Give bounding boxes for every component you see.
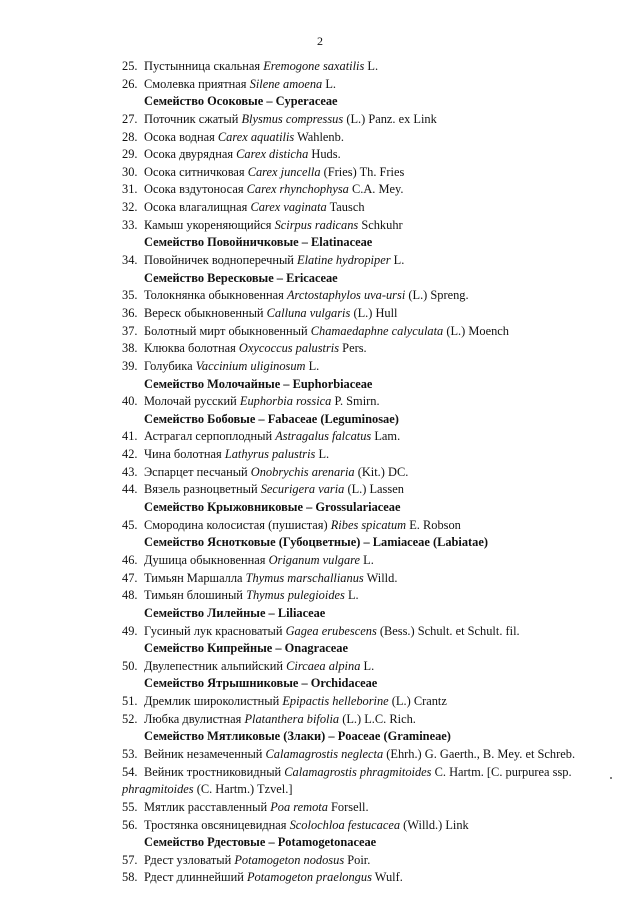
author: (Bess.) Schult. et Schult. fil. <box>379 623 520 638</box>
family-heading <box>122 411 602 429</box>
latin-name: Potamogeton nodosus <box>234 852 345 867</box>
latin-name: Chamaedaphne calyculata <box>310 323 444 338</box>
latin-name: Scolochloa festucacea <box>289 817 401 832</box>
russian-name: Вереск обыкновенный <box>144 305 264 320</box>
latin-name: Origanum vulgare <box>268 552 361 567</box>
entry-text <box>144 869 602 887</box>
entry-number: 32. <box>122 200 138 215</box>
entry-text <box>144 587 602 605</box>
author: Willd. <box>366 570 398 585</box>
russian-name: Смородина колосистая (пушистая) <box>144 517 328 532</box>
russian-name: Рдест длиннейший <box>144 870 244 885</box>
entry-text <box>144 146 602 164</box>
latin-name: Calamagrostis neglecta <box>265 746 384 761</box>
family-heading <box>122 728 602 746</box>
author: Schkuhr <box>361 217 403 232</box>
latin-name: Scirpus radicans <box>274 217 359 232</box>
species-entry <box>122 287 602 305</box>
latin-name: Ribes spicatum <box>330 517 407 532</box>
author: Wahlenb. <box>297 129 344 144</box>
entry-text <box>144 746 602 764</box>
entry-text <box>144 693 602 711</box>
russian-name: Двулепестник альпийский <box>144 658 284 673</box>
entry-number: 52. <box>122 711 138 726</box>
family-heading <box>122 234 602 252</box>
scan-speck <box>610 777 612 779</box>
russian-name: Голубика <box>144 358 193 373</box>
entry-text <box>144 799 602 817</box>
entry-text <box>144 164 602 182</box>
species-entry <box>122 58 602 76</box>
author: Poir. <box>347 852 371 867</box>
latin-name: Platanthera bifolia <box>244 711 340 726</box>
species-entry <box>122 552 602 570</box>
entry-number: 44. <box>122 482 138 497</box>
author: L. <box>308 358 320 373</box>
species-entry <box>122 481 602 499</box>
species-entry <box>122 517 602 535</box>
russian-name: Молочай русский <box>144 394 237 409</box>
russian-name: Осока вздутоносая <box>144 182 244 197</box>
entry-number: 27. <box>122 111 138 126</box>
author: (L.) Spreng. <box>408 288 469 303</box>
entry-number: 36. <box>122 305 138 320</box>
author: (Kit.) DC. <box>357 464 409 479</box>
entry-number: 50. <box>122 658 138 673</box>
species-entry <box>122 129 602 147</box>
latin-name: Carex aquatilis <box>217 129 295 144</box>
species-entry <box>122 623 602 641</box>
latin-name: Securigera varia <box>260 482 345 497</box>
family-heading-text: Семейство Молочайные – Euphorbiaceae <box>144 376 373 391</box>
page-number: 2 <box>317 34 323 48</box>
entry-number: 45. <box>122 517 138 532</box>
author: C. Hartm. [C. purpurea ssp. <box>434 764 572 779</box>
entry-number: 55. <box>122 799 138 814</box>
author: (C. Hartm.) Tzvel.] <box>196 782 293 797</box>
family-heading-text: Семейство Рдестовые – Potamogetonaceae <box>144 835 377 850</box>
latin-name: Potamogeton praelongus <box>246 870 372 885</box>
russian-name: Осока водная <box>144 129 215 144</box>
latin-name: Blysmus compressus <box>241 111 344 126</box>
latin-name: Calamagrostis phragmitoides <box>284 764 432 779</box>
latin-name: Oxycoccus palustris <box>238 341 340 356</box>
entry-number: 34. <box>122 253 138 268</box>
species-entry <box>122 428 602 446</box>
latin-name: Calluna vulgaris <box>266 305 351 320</box>
entry-number: 33. <box>122 217 138 232</box>
family-heading-text: Семейство Мятликовые (Злаки) – Poaceae (Gramineae) <box>144 729 451 744</box>
russian-name: Дремлик широколистный <box>144 694 280 709</box>
entry-text <box>144 323 602 341</box>
entry-text <box>144 58 602 76</box>
family-heading-text: Семейство Яснотковые (Губоцветные) – Lamiaceae (Labiatae) <box>144 535 489 550</box>
species-entry <box>122 199 602 217</box>
russian-name: Осока влагалищная <box>144 200 248 215</box>
latin-name: Onobrychis arenaria <box>250 464 355 479</box>
author: C.A. Mey. <box>351 182 404 197</box>
entry-number: 56. <box>122 817 138 832</box>
latin-name: Gagea erubescens <box>285 623 377 638</box>
family-heading-text: Семейство Крыжовниковые – Grossulariaceae <box>144 500 401 515</box>
entry-number: 30. <box>122 164 138 179</box>
latin-name: Arctostaphylos uva-ursi <box>286 288 406 303</box>
author: Wulf. <box>374 870 403 885</box>
latin-name: Elatine hydropiper <box>297 253 391 268</box>
entry-number: 43. <box>122 464 138 479</box>
species-entry <box>122 446 602 464</box>
family-heading-text: Семейство Осоковые – Cyperaceae <box>144 94 338 109</box>
entry-text <box>144 464 602 482</box>
entry-text <box>144 658 602 676</box>
entry-number: 51. <box>122 694 138 709</box>
author: (L.) Hull <box>353 305 398 320</box>
entry-text <box>144 393 602 411</box>
species-entry <box>122 799 602 817</box>
entry-number: 53. <box>122 746 138 761</box>
entry-text <box>144 217 602 235</box>
entry-number: 41. <box>122 429 138 444</box>
russian-name: Вязель разноцветный <box>144 482 258 497</box>
entry-number: 25. <box>122 59 138 73</box>
entry-number: 54. <box>122 764 138 779</box>
family-heading-text: Семейство Лилейные – Liliaceae <box>144 605 326 620</box>
species-entry <box>122 711 602 729</box>
family-heading <box>122 675 602 693</box>
author: (Ehrh.) G. Gaerth., B. Mey. et Schreb. <box>386 746 576 761</box>
entry-text <box>144 252 602 270</box>
entry-text <box>144 517 602 535</box>
latin-name: Lathyrus palustris <box>224 447 316 462</box>
species-entry <box>122 869 602 887</box>
entry-text <box>144 446 602 464</box>
russian-name: Гусиный лук красноватый <box>144 623 283 638</box>
entry-number: 39. <box>122 358 138 373</box>
family-heading-text: Семейство Ятрышниковые – Orchidaceae <box>144 676 378 691</box>
species-entry <box>122 217 602 235</box>
family-heading <box>122 93 602 111</box>
species-entry <box>122 305 602 323</box>
species-entry <box>122 146 602 164</box>
russian-name: Мятлик расставленный <box>144 799 268 814</box>
author: P. Smirn. <box>334 394 380 409</box>
latin-name: phragmitoides <box>122 782 194 797</box>
entry-text <box>144 340 602 358</box>
russian-name: Тимьян блошиный <box>144 588 243 603</box>
family-heading-text: Семейство Вересковые – Ericaceae <box>144 270 338 285</box>
author: Pers. <box>342 341 367 356</box>
russian-name: Любка двулистная <box>144 711 242 726</box>
entry-number: 31. <box>122 182 138 197</box>
russian-name: Камыш укореняющийся <box>144 217 272 232</box>
author: (L.) Lassen <box>347 482 404 497</box>
latin-name: Eremogone saxatilis <box>263 59 365 73</box>
entry-text <box>144 817 602 835</box>
family-heading-text: Семейство Кипрейные – Onagraceae <box>144 641 348 656</box>
russian-name: Клюква болотная <box>144 341 236 356</box>
entry-number: 35. <box>122 288 138 303</box>
latin-name: Carex vaginata <box>250 200 327 215</box>
russian-name: Осока двурядная <box>144 147 234 162</box>
species-list <box>122 58 602 887</box>
family-heading <box>122 605 602 623</box>
entry-number: 28. <box>122 129 138 144</box>
russian-name: Болотный мирт обыкновенный <box>144 323 308 338</box>
author: (L.) L.C. Rich. <box>342 711 416 726</box>
author: Tausch <box>329 200 365 215</box>
latin-name: Thymus pulegioides <box>246 588 345 603</box>
author: Huds. <box>311 147 341 162</box>
author: (L.) Panz. ex Link <box>346 111 437 126</box>
author: L. <box>325 76 337 91</box>
family-heading-text: Семейство Бобовые – Fabaceae (Leguminosae) <box>144 411 399 426</box>
russian-name: Тростянка овсяницевидная <box>144 817 287 832</box>
entry-text <box>144 623 602 641</box>
entry-text <box>144 428 602 446</box>
entry-text <box>144 481 602 499</box>
family-heading <box>122 534 602 552</box>
entry-continuation <box>122 781 602 799</box>
species-entry <box>122 358 602 376</box>
species-entry <box>122 464 602 482</box>
entry-number: 57. <box>122 852 138 867</box>
russian-name: Пустынница скальная <box>144 59 261 73</box>
russian-name: Толокнянка обыкновенная <box>144 288 284 303</box>
latin-name: Carex juncella <box>247 164 321 179</box>
latin-name: Thymus marschallianus <box>245 570 364 585</box>
entry-number: 38. <box>122 341 138 356</box>
author: L. <box>363 658 375 673</box>
entry-text <box>144 287 602 305</box>
russian-name: Чина болотная <box>144 447 222 462</box>
entry-number: 40. <box>122 394 138 409</box>
entry-text <box>144 570 602 588</box>
species-entry <box>122 252 602 270</box>
entry-text <box>144 181 602 199</box>
latin-name: Vaccinium uliginosum <box>195 358 306 373</box>
species-entry <box>122 852 602 870</box>
species-entry <box>122 181 602 199</box>
entry-number: 29. <box>122 147 138 162</box>
species-entry <box>122 693 602 711</box>
russian-name: Поточник сжатый <box>144 111 239 126</box>
russian-name: Вейник тростниковидный <box>144 764 282 779</box>
family-heading <box>122 834 602 852</box>
author: L. <box>347 588 359 603</box>
author: L. <box>318 447 330 462</box>
entry-number: 48. <box>122 588 138 603</box>
entry-text <box>144 111 602 129</box>
russian-name: Смолевка приятная <box>144 76 247 91</box>
latin-name: Carex disticha <box>236 147 309 162</box>
entry-number: 47. <box>122 570 138 585</box>
entry-text <box>144 358 602 376</box>
species-entry <box>122 570 602 588</box>
russian-name: Вейник незамеченный <box>144 746 263 761</box>
species-entry <box>122 658 602 676</box>
entry-text <box>144 305 602 323</box>
russian-name: Тимьян Маршалла <box>144 570 243 585</box>
latin-name: Poa remota <box>270 799 328 814</box>
species-entry <box>122 764 602 799</box>
entry-number: 42. <box>122 447 138 462</box>
author: (Fries) Th. Fries <box>323 164 405 179</box>
latin-name: Carex rhynchophysa <box>246 182 349 197</box>
author: E. Robson <box>409 517 461 532</box>
russian-name: Эспарцет песчаный <box>144 464 248 479</box>
entry-text <box>144 129 602 147</box>
species-entry <box>122 817 602 835</box>
species-entry <box>122 587 602 605</box>
author: (L.) Moench <box>446 323 509 338</box>
author: (Willd.) Link <box>403 817 469 832</box>
family-heading-text: Семейство Повойничковые – Elatinaceae <box>144 235 373 250</box>
entry-number: 37. <box>122 323 138 338</box>
species-entry <box>122 393 602 411</box>
family-heading <box>122 270 602 288</box>
species-entry <box>122 746 602 764</box>
entry-text <box>144 711 602 729</box>
latin-name: Silene amoena <box>249 76 323 91</box>
species-entry <box>122 323 602 341</box>
family-heading <box>122 640 602 658</box>
entry-number: 26. <box>122 76 138 91</box>
species-entry <box>122 340 602 358</box>
russian-name: Рдест узловатый <box>144 852 232 867</box>
latin-name: Epipactis helleborine <box>282 694 389 709</box>
entry-number: 46. <box>122 552 138 567</box>
latin-name: Euphorbia rossica <box>239 394 332 409</box>
entry-text <box>144 76 602 94</box>
latin-name: Circaea alpina <box>286 658 361 673</box>
russian-name: Душица обыкновенная <box>144 552 266 567</box>
species-entry <box>122 164 602 182</box>
entry-number: 49. <box>122 623 138 638</box>
russian-name: Астрагал серпоплодный <box>144 429 273 444</box>
entry-text <box>144 852 602 870</box>
entry-text <box>144 199 602 217</box>
russian-name: Повойничек водноперечный <box>144 253 294 268</box>
author: L. <box>393 253 405 268</box>
russian-name: Осока ситничковая <box>144 164 245 179</box>
author: L. <box>363 552 374 567</box>
family-heading <box>122 499 602 517</box>
species-entry <box>122 111 602 129</box>
author: Lam. <box>374 429 401 444</box>
entry-number: 58. <box>122 870 138 885</box>
author: (L.) Crantz <box>391 694 447 709</box>
entry-text <box>144 552 602 570</box>
latin-name: Astragalus falcatus <box>275 429 372 444</box>
author: Forsell. <box>331 799 369 814</box>
species-entry <box>122 76 602 94</box>
family-heading <box>122 376 602 394</box>
author: L. <box>367 59 379 73</box>
